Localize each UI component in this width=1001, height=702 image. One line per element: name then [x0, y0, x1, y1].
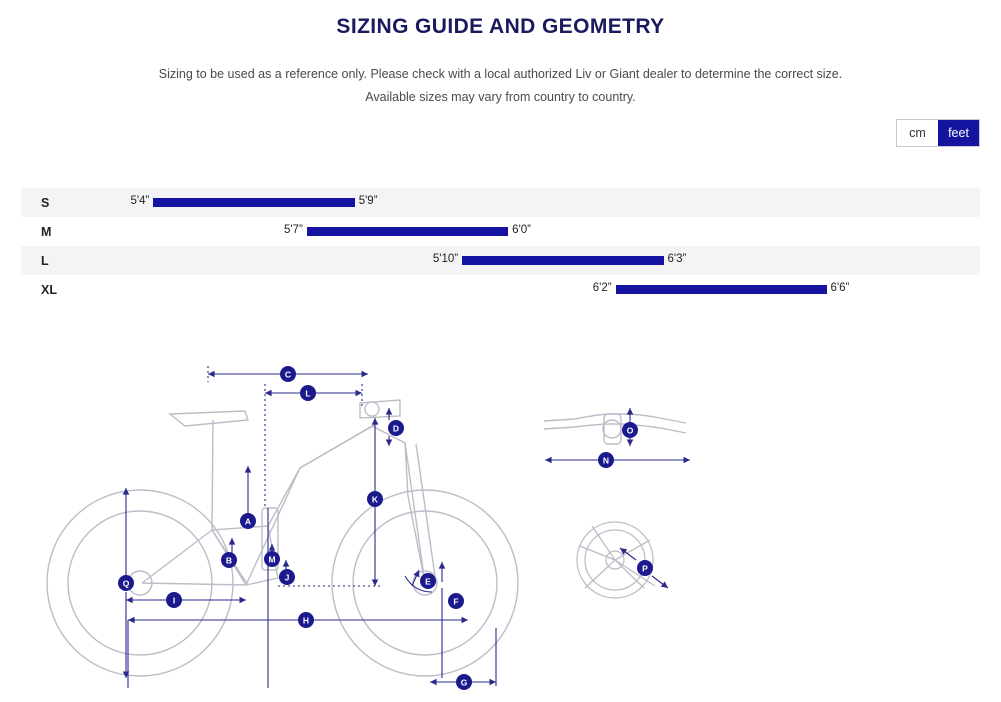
- svg-text:C: C: [284, 369, 292, 380]
- subtitle-line-1: Sizing to be used as a reference only. Please check with a local authorized Liv or Giant dealer to determine the correct size.: [158, 67, 843, 81]
- callout-p: [637, 560, 653, 576]
- callout-q: [118, 575, 134, 591]
- callout-h: [298, 612, 314, 628]
- size-max-value: 6'3”: [667, 253, 687, 265]
- unit-button-cm[interactable]: cm: [897, 120, 938, 146]
- svg-text:N: N: [602, 455, 610, 466]
- callout-f: [448, 593, 464, 609]
- callout-b: [221, 552, 237, 568]
- svg-text:L: L: [305, 388, 311, 399]
- size-label: L: [41, 253, 49, 268]
- callout-i: [166, 592, 182, 608]
- size-bar: [462, 256, 663, 265]
- callout-e: [420, 573, 436, 589]
- callout-a: [240, 513, 256, 529]
- svg-text:Q: Q: [122, 578, 130, 589]
- svg-text:A: A: [244, 516, 252, 527]
- svg-text:G: G: [460, 677, 468, 688]
- size-min-value: 5'7”: [283, 224, 303, 236]
- size-min-value: 6'2”: [592, 282, 612, 294]
- size-chart: [21, 188, 980, 304]
- callout-markers: [118, 366, 653, 690]
- unit-button-feet[interactable]: feet: [938, 120, 979, 146]
- svg-text:P: P: [642, 563, 648, 574]
- callout-d: [388, 420, 404, 436]
- size-label: XL: [41, 282, 57, 297]
- size-bar: [616, 285, 827, 294]
- geometry-diagram: [0, 348, 1001, 702]
- size-min-value: 5'4”: [130, 195, 150, 207]
- handlebar-graphic: [544, 414, 686, 444]
- callout-o: [622, 422, 638, 438]
- svg-text:E: E: [425, 576, 431, 587]
- size-bar-track: [21, 188, 980, 217]
- page-title: SIZING GUIDE AND GEOMETRY: [336, 15, 665, 38]
- table-row: [21, 246, 980, 275]
- size-max-value: 6'6”: [830, 282, 850, 294]
- size-max-value: 6'0”: [512, 224, 531, 236]
- crankset-graphic: [577, 522, 655, 598]
- table-row: [21, 275, 980, 304]
- table-row: [21, 217, 980, 246]
- size-bar-track: [21, 246, 980, 275]
- bike-outline-graphic: [47, 400, 518, 676]
- svg-text:M: M: [268, 554, 276, 565]
- svg-text:F: F: [453, 596, 459, 607]
- size-bar: [307, 227, 508, 236]
- svg-text:I: I: [172, 595, 176, 606]
- callout-n: [598, 452, 614, 468]
- callout-l: [300, 385, 316, 401]
- size-bar-track: [21, 217, 980, 246]
- callout-j: [279, 569, 295, 585]
- table-row: [21, 188, 980, 217]
- svg-text:K: K: [371, 494, 379, 505]
- size-label: S: [41, 195, 50, 210]
- callout-m: [264, 551, 280, 567]
- callout-g: [456, 674, 472, 690]
- svg-text:H: H: [302, 615, 310, 626]
- sizing-guide-page: [0, 8, 1001, 702]
- callout-k: [367, 491, 383, 507]
- svg-text:O: O: [626, 425, 634, 436]
- callout-c: [280, 366, 296, 382]
- svg-text:B: B: [225, 555, 233, 566]
- size-min-value: 5'10”: [432, 253, 459, 265]
- size-bar-track: [21, 275, 980, 304]
- subtitle-line-2: Available sizes may vary from country to country.: [365, 90, 636, 104]
- svg-text:J: J: [284, 572, 290, 583]
- svg-text:D: D: [392, 423, 400, 434]
- unit-toggle[interactable]: [896, 119, 980, 147]
- size-bar: [153, 198, 354, 207]
- page-subtitle: [0, 63, 1001, 109]
- size-label: M: [41, 224, 52, 239]
- size-max-value: 5'9”: [358, 195, 378, 207]
